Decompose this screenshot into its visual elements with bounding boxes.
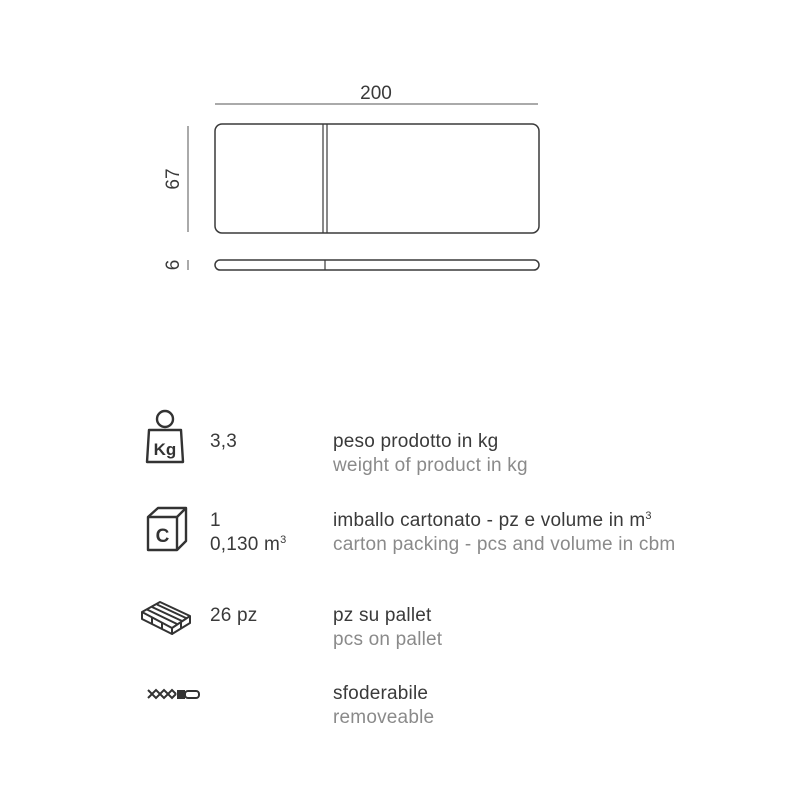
removable-label-it: sfoderabile <box>333 683 429 704</box>
svg-text:Kg: Kg <box>153 440 177 459</box>
length-dimension-label: 200 <box>360 83 392 104</box>
pallet-value: 26 pz <box>210 605 258 626</box>
weight-kg-icon <box>143 408 187 466</box>
carton-volume-value: 0,130 $m^3$ <box>210 534 287 555</box>
pallet-icon <box>138 598 194 638</box>
height-dimension-label: 6 <box>163 259 184 271</box>
weight-label-it: peso prodotto in kg <box>333 431 499 452</box>
mattress-side-view <box>215 260 539 270</box>
carton-pcs-value: 1 <box>210 510 221 531</box>
svg-text:C: C <box>155 526 170 547</box>
pallet-label-it: pz su pallet <box>333 605 432 626</box>
carton-box-icon <box>144 505 190 553</box>
weight-label-en: weight of product in kg <box>333 455 528 476</box>
weight-value: 3,3 <box>210 431 238 452</box>
carton-label-en: carton packing - pcs and volume in cbm <box>333 534 676 555</box>
mattress-top-view <box>215 124 539 233</box>
width-dimension-label: 67 <box>163 168 184 190</box>
removable-label-en: removeable <box>333 707 435 728</box>
pallet-label-en: pcs on pallet <box>333 629 443 650</box>
carton-label-it: imballo cartonato - pz e volume in $m^3$ <box>333 510 652 531</box>
zipper-icon <box>146 684 202 704</box>
